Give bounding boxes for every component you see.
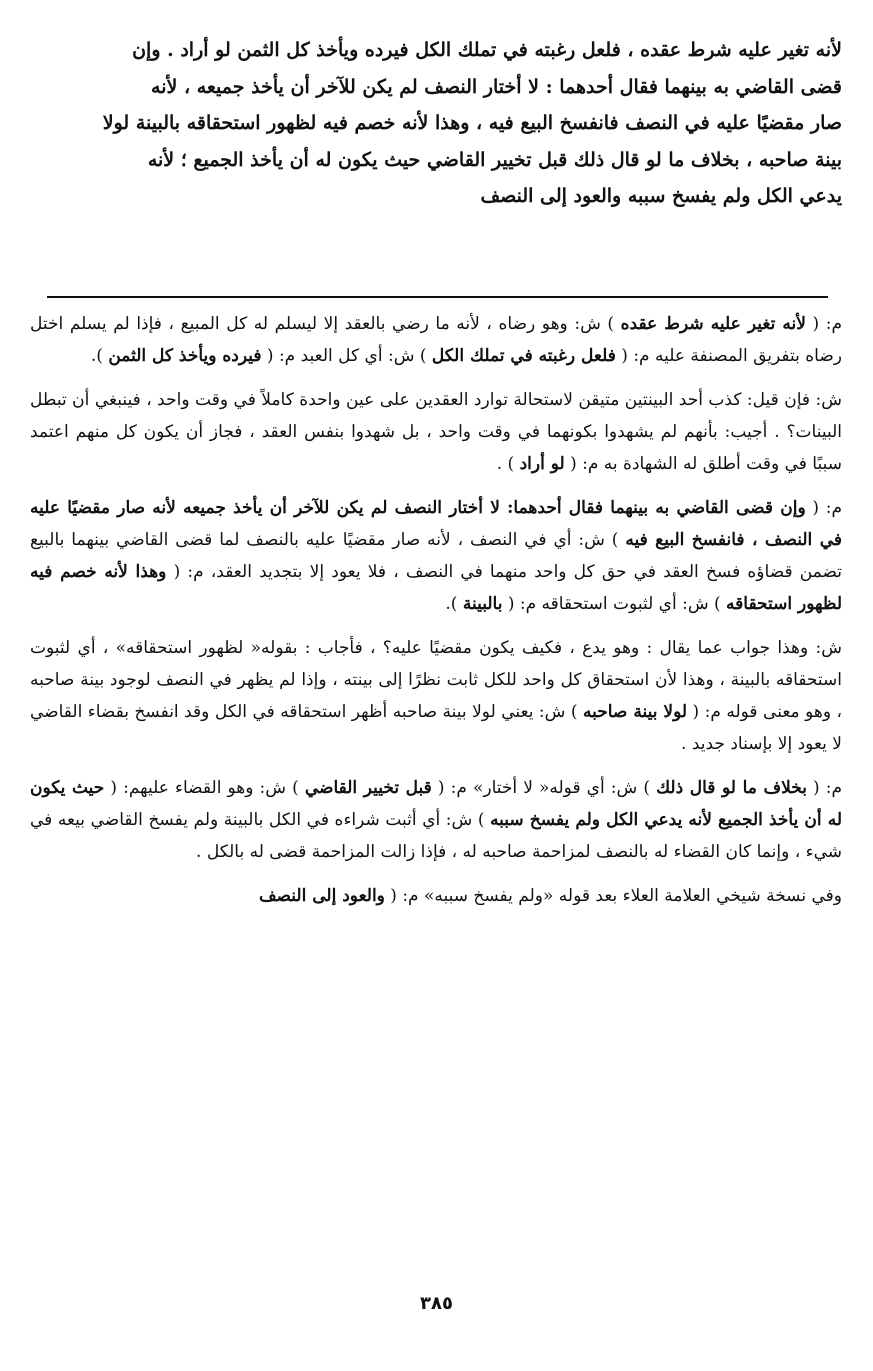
commentary-text: ) ش: أي في النصف ، لأنه صار مقضيًا عليه بالنصف لما قضى القاضي بينهما بالبيع تضمن قضاؤه فسخ العقد في حق كل واحد منهما في النصف ، فلا يعود إلا بتجديد العقد، م: (	[30, 530, 842, 582]
quoted-matn: وهذا لأنه خصم فيه لظهور استحقاقه	[30, 562, 842, 614]
quoted-matn: قبل تخيير القاضي	[304, 778, 432, 798]
quoted-matn: حيث يكون له أن يأخذ الجميع لأنه يدعي الكل ولم يفسخ سببه	[30, 778, 842, 830]
main-text-line: صار مقضيًا عليه في النصف فانفسخ البيع فيه ، وهذا لأنه خصم فيه لظهور استحقاقه بالبينة لولا	[102, 112, 842, 134]
commentary-paragraph	[30, 308, 842, 372]
commentary-text: ) ش: يعني لولا بينة صاحبه أظهر استحقاقه في الكل وقد انفسخ بقضاء القاضي لا يعود إلا بإسناد جديد .	[30, 702, 842, 754]
quoted-matn: بالبينة	[462, 594, 503, 614]
quoted-matn: لولا بينة صاحبه	[582, 702, 688, 722]
commentary-text: ).	[445, 594, 458, 614]
commentary-paragraph	[30, 384, 842, 480]
commentary-text: ).	[90, 346, 103, 366]
quoted-matn: والعود إلى النصف	[258, 886, 385, 906]
commentary-text: ش: فإن قيل: كذب أحد البينتين متيقن لاستحالة توارد العقدين على عين واحدة كاملاً في وقت واحد ، فينبغي أن تبطل البينات؟ . أجيب: بأنهم لم يشهدوا بكونهما في وقت واحد ، بل شهدوا بنفس العقد ، فجاز أن يكون كل منهم اعتمد سببًا في وقت أطلق له الشهادة به م: (	[30, 390, 842, 474]
commentary-text: ) ش: أي كل العبد م: (	[266, 346, 427, 366]
commentary-text: ) ش: أي قوله« لا أختار» م: (	[437, 778, 650, 798]
commentary-text: ) ش: أي لثبوت استحقاقه م: (	[507, 594, 721, 614]
separator-line	[47, 296, 828, 298]
commentary-text: ) .	[496, 454, 515, 474]
main-text-line: قضى القاضي به بينهما فقال أحدهما : لا أختار النصف لم يكن للآخر أن يأخذ جميعه ، لأنه	[151, 75, 842, 98]
main-text-line: لأنه تغير عليه شرط عقده ، فلعل رغبته في تملك الكل فيرده ويأخذ كل الثمن لو أراد . وإن	[132, 39, 842, 61]
commentary-text: م: (	[812, 498, 842, 518]
commentary-paragraph	[30, 880, 842, 912]
commentary-text: وفي نسخة شيخي العلامة العلاء بعد قوله «ولم يفسخ سببه» م: (	[390, 886, 842, 906]
main-text-line: يدعي الكل ولم يفسخ سببه والعود إلى النصف	[480, 185, 842, 207]
commentary-text: ش: وهذا جواب عما يقال : وهو يدع ، فكيف يكون مقضيًا عليه؟ ، فأجاب : بقوله« لظهور استحقاقه» ، أي لثبوت استحقاقه بالبينة ، وهذا لأن استحقاق كل واحد للكل ثابت نظرًا إلى بينته ، وإذا لم يظهر في النصف لوجود بينة صاحبه ، وهو معنى قوله م: (	[30, 638, 843, 722]
quoted-matn: لأنه تغير عليه شرط عقده	[620, 314, 806, 334]
commentary-text: ) ش: وهو القضاء عليهم: (	[110, 778, 299, 798]
main-text-line: بينة صاحبه ، بخلاف ما لو قال ذلك قبل تخيير القاضي حيث يكون له أن يأخذ الجميع ؛ لأنه	[147, 148, 842, 171]
quoted-matn: بخلاف ما لو قال ذلك	[656, 778, 807, 798]
quoted-matn: فيرده ويأخذ كل الثمن	[108, 346, 262, 366]
quoted-matn: وإن قضى القاضي به بينهما فقال أحدهما: لا أختار النصف لم يكن للآخر أن يأخذ جميعه لأنه صار مقضيًا عليه في النصف ، فانفسخ البيع فيه	[30, 498, 842, 550]
main-text	[30, 32, 842, 215]
commentary-paragraph	[30, 492, 842, 620]
quoted-matn: لو أراد	[519, 454, 565, 474]
commentary-paragraph	[30, 772, 842, 868]
commentary-text: ) ش: أي أثبت شراءه في الكل بالبينة ولم يفسخ القاضي بيعه في شيء ، وإنما كان القضاء له بالنصف لمزاحمة صاحبه له ، فإذا زالت المزاحمة قضى له بالكل .	[30, 810, 842, 862]
commentary-paragraph	[30, 632, 842, 760]
page-number: ٣٨٥	[420, 1293, 453, 1314]
commentary	[30, 308, 842, 912]
quoted-matn: فلعل رغبته في تملك الكل	[431, 346, 616, 366]
commentary-text: م: (	[813, 778, 843, 798]
commentary-text: م: (	[812, 314, 842, 334]
commentary-text: ) ش: وهو رضاه ، لأنه ما رضي بالعقد إلا ليسلم له كل المبيع ، فإذا لم يسلم اختل رضاه بتفريق المصنفة عليه م: (	[30, 314, 842, 366]
